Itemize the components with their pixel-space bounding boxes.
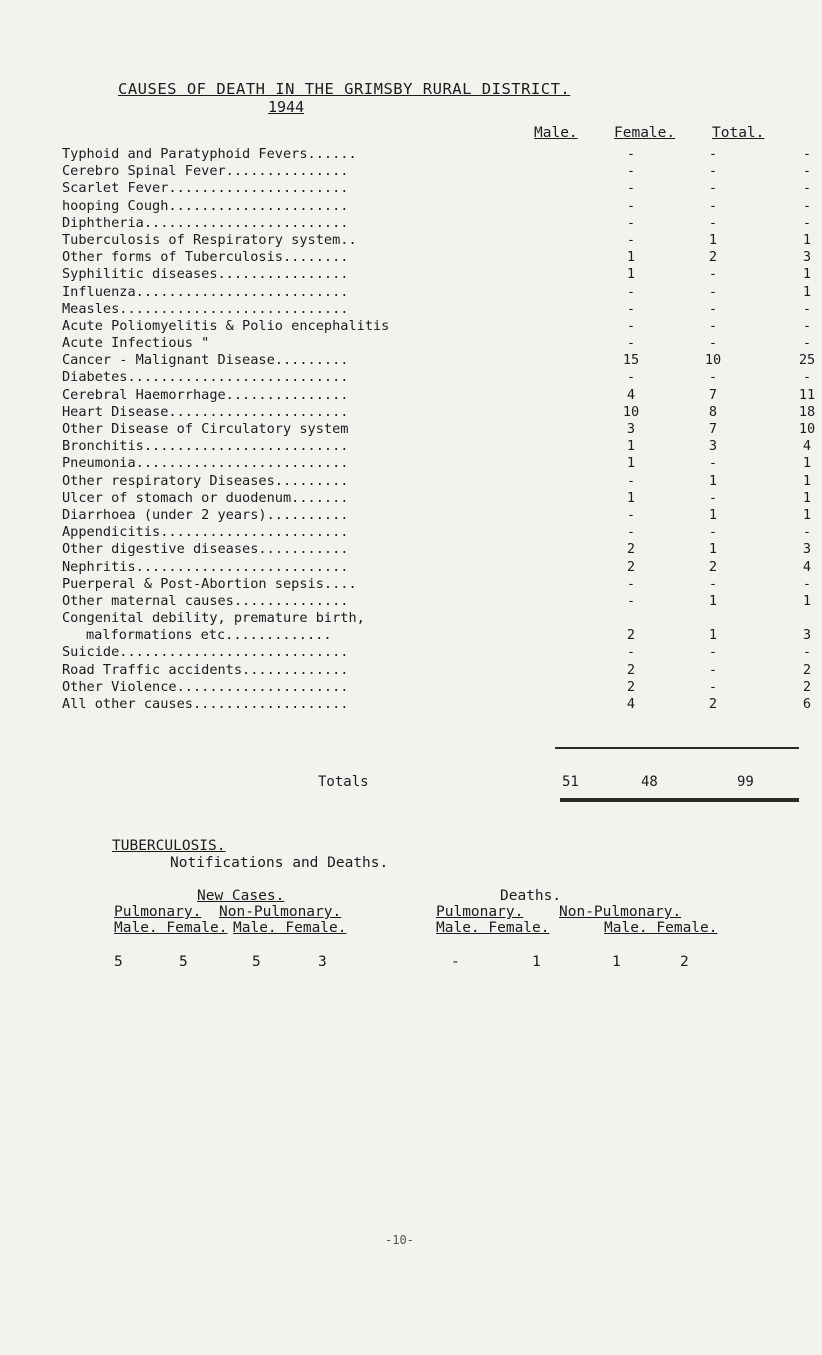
table-row [62, 421, 816, 438]
tb-value-d-pulm-male: - [451, 954, 460, 970]
cell-total: 1 [802, 455, 812, 472]
cell-total: 1 [802, 489, 812, 506]
table-row [62, 696, 812, 713]
row-label: Cerebral Haemorrhage............... [62, 386, 349, 403]
cell-female: 2 [708, 696, 718, 713]
cell-female: 1 [708, 231, 718, 248]
cell-female: 10 [704, 352, 722, 369]
cell-male: - [626, 369, 636, 386]
cell-total: 1 [802, 592, 812, 609]
cell-total: 3 [802, 627, 812, 644]
cell-male: - [626, 300, 636, 317]
table-row [62, 541, 812, 558]
cell-total: - [802, 369, 812, 386]
table-row [62, 369, 812, 386]
cell-male: 10 [622, 403, 640, 420]
cell-female: 1 [708, 472, 718, 489]
table-row [62, 352, 816, 369]
cell-total: - [802, 146, 812, 162]
cell-female: - [708, 214, 718, 231]
row-label: Diarrhoea (under 2 years).......... [62, 506, 349, 523]
tb-value-d-pulm-female: 1 [532, 954, 541, 970]
row-label: Cancer - Malignant Disease......... [62, 352, 349, 369]
tb-value-nc-pulm-female: 5 [179, 954, 188, 970]
cell-total: - [802, 335, 812, 352]
table-row [62, 403, 816, 421]
row-label: Appendicitis....................... [62, 524, 349, 541]
tb-d-pulmonary: Pulmonary. [436, 904, 524, 920]
table-row [62, 455, 812, 472]
cell-female: - [708, 575, 718, 592]
cell-total: 4 [802, 558, 812, 575]
cell-total: - [802, 180, 812, 197]
table-row [62, 489, 812, 507]
totals-double-rule [560, 798, 799, 802]
cell-total: 1 [802, 283, 812, 300]
cell-male: - [626, 472, 636, 489]
row-label: Acute Poliomyelitis & Polio encephalitis [62, 317, 390, 334]
table-row [62, 592, 812, 610]
row-label: Tuberculosis of Respiratory system.. [62, 231, 357, 248]
cell-total: 3 [802, 249, 812, 266]
cell-female: 8 [708, 403, 718, 420]
tb-value-nc-pulm-male: 5 [114, 954, 123, 970]
row-label: Heart Disease...................... [62, 403, 349, 420]
row-label: Pneumonia.......................... [62, 455, 349, 472]
cell-female: - [708, 455, 718, 472]
cell-total: - [802, 317, 812, 334]
cell-total: 2 [802, 661, 812, 678]
cell-male: - [626, 283, 636, 300]
table-row [62, 575, 812, 593]
table-row [62, 472, 812, 490]
tb-value-nc-nonpulm-female: 3 [318, 954, 327, 970]
column-header-total: Total. [712, 125, 765, 141]
cell-male: 2 [626, 541, 636, 558]
cell-total: 25 [798, 352, 816, 369]
cell-total: 11 [798, 386, 816, 403]
totals-label: Totals [318, 774, 369, 790]
row-label-continued: malformations etc............. [86, 627, 332, 644]
cell-male: - [626, 592, 636, 609]
tb-d-non-pulmonary: Non-Pulmonary. [559, 904, 682, 920]
cell-male: - [626, 506, 636, 523]
table-row [62, 438, 812, 455]
document-year: 1944 [268, 98, 305, 116]
row-label: Measles............................ [62, 300, 349, 317]
cell-total: - [802, 214, 812, 231]
table-row [62, 644, 812, 661]
cell-male: 2 [626, 661, 636, 678]
cell-total: - [802, 644, 812, 661]
tb-value-nc-nonpulm-male: 5 [252, 954, 261, 970]
totals-total: 99 [737, 774, 754, 790]
cell-female: 7 [708, 421, 718, 437]
column-header-female: Female. [614, 125, 676, 141]
cell-total: 1 [802, 472, 812, 489]
table-row [62, 180, 812, 197]
totals-male: 51 [562, 774, 579, 790]
tb-d-non-pulmonary-sex: Male. Female. [604, 920, 718, 936]
cell-total: - [802, 575, 812, 592]
row-label: Cerebro Spinal Fever............... [62, 163, 349, 180]
cell-female: - [708, 678, 718, 695]
table-row [62, 386, 816, 404]
row-label: Other Violence..................... [62, 678, 349, 695]
cell-female: - [708, 524, 718, 541]
cell-female: - [708, 644, 718, 661]
tb-nc-non-pulmonary: Non-Pulmonary. [219, 904, 342, 920]
cell-female: - [708, 163, 718, 180]
row-label: Puerperal & Post-Abortion sepsis.... [62, 575, 357, 592]
cell-total: 2 [802, 678, 812, 695]
cell-total: 18 [798, 403, 816, 420]
row-label: Scarlet Fever...................... [62, 180, 349, 197]
totals-female: 48 [641, 774, 658, 790]
cell-male: 15 [622, 352, 640, 369]
tb-new-cases: New Cases. [197, 888, 285, 904]
row-label: Road Traffic accidents............. [62, 661, 349, 678]
row-label: Nephritis.......................... [62, 558, 349, 575]
table-row [62, 266, 812, 283]
cell-female: 1 [708, 627, 718, 644]
cell-female: - [708, 300, 718, 317]
table-row [62, 163, 812, 180]
table-row [62, 214, 812, 232]
cell-male: 1 [626, 438, 636, 455]
row-label: Other digestive diseases........... [62, 541, 349, 558]
cell-female: 2 [708, 558, 718, 575]
row-label: Diphtheria......................... [62, 214, 349, 231]
tb-heading: TUBERCULOSIS. [112, 838, 226, 854]
cell-total: 1 [802, 266, 812, 283]
row-label: Ulcer of stomach or duodenum....... [62, 489, 349, 506]
cell-female: - [708, 197, 718, 214]
row-label: Suicide............................ [62, 644, 349, 661]
table-row [62, 506, 812, 524]
cell-male: 3 [626, 421, 636, 437]
cell-total: 4 [802, 438, 812, 455]
cell-male: 2 [626, 558, 636, 575]
table-row [62, 558, 812, 576]
cell-male: - [626, 180, 636, 197]
cell-female: - [708, 146, 718, 162]
cell-female: 2 [708, 249, 718, 266]
cell-female: - [708, 335, 718, 352]
cell-female: 1 [708, 541, 718, 558]
row-label: Bronchitis......................... [62, 438, 349, 455]
cell-male: - [626, 575, 636, 592]
tb-subheading: Notifications and Deaths. [170, 855, 389, 871]
cell-total: 3 [802, 541, 812, 558]
cell-total: - [802, 524, 812, 541]
cell-male: 2 [626, 678, 636, 695]
tb-nc-non-pulmonary-sex: Male. Female. [233, 920, 347, 936]
cell-female: - [708, 317, 718, 334]
row-label: Influenza.......................... [62, 283, 349, 300]
table-row [62, 661, 812, 679]
cell-male: 1 [626, 266, 636, 283]
row-label: Typhoid and Paratyphoid Fevers...... [62, 146, 357, 162]
cell-male: - [626, 214, 636, 231]
document-title: CAUSES OF DEATH IN THE GRIMSBY RURAL DISTRICT. [118, 80, 571, 98]
cell-female: 1 [708, 592, 718, 609]
cell-female: - [708, 283, 718, 300]
cell-total: 1 [802, 506, 812, 523]
cell-female: - [708, 661, 718, 678]
cell-male: 1 [626, 489, 636, 506]
table-row [62, 317, 812, 335]
page-number: -10- [385, 1233, 414, 1247]
cell-male: - [626, 146, 636, 162]
table-row [62, 610, 812, 644]
cell-female: 7 [708, 386, 718, 403]
cell-female: 3 [708, 438, 718, 455]
row-label: Acute Infectious " [62, 335, 210, 352]
tb-deaths: Deaths. [500, 888, 562, 904]
tb-nc-pulmonary-sex: Male. Female. [114, 920, 228, 936]
row-label: hooping Cough...................... [62, 197, 349, 214]
table-row [62, 231, 812, 249]
cell-total: - [802, 163, 812, 180]
row-label: Other forms of Tuberculosis........ [62, 249, 349, 266]
cell-total: 10 [798, 421, 816, 437]
causes-table [62, 146, 816, 713]
cell-male: 2 [626, 627, 636, 644]
cell-female: 1 [708, 506, 718, 523]
row-label: Syphilitic diseases................ [62, 266, 349, 283]
cell-total: - [802, 300, 812, 317]
table-row [62, 300, 812, 318]
table-row [62, 335, 812, 352]
cell-male: 4 [626, 696, 636, 713]
cell-male: - [626, 335, 636, 352]
tb-d-pulmonary-sex: Male. Female. [436, 920, 550, 936]
cell-total: 1 [802, 231, 812, 248]
table-row [62, 283, 812, 301]
row-label: Congenital debility, premature birth, [62, 610, 365, 627]
cell-male: - [626, 644, 636, 661]
tb-nc-pulmonary: Pulmonary. [114, 904, 202, 920]
row-label: All other causes................... [62, 696, 349, 713]
table-row [62, 197, 812, 215]
cell-male: - [626, 524, 636, 541]
tb-value-d-nonpulm-male: 1 [612, 954, 621, 970]
cell-male: 1 [626, 455, 636, 472]
cell-male: - [626, 197, 636, 214]
column-header-male: Male. [534, 125, 578, 141]
cell-male: - [626, 231, 636, 248]
row-label: Other Disease of Circulatory system [62, 421, 349, 437]
table-row [62, 146, 812, 163]
row-label: Diabetes........................... [62, 369, 349, 386]
cell-male: 1 [626, 249, 636, 266]
table-row [62, 524, 812, 541]
cell-male: - [626, 163, 636, 180]
cell-male: 4 [626, 386, 636, 403]
cell-female: - [708, 369, 718, 386]
cell-male: - [626, 317, 636, 334]
cell-female: - [708, 180, 718, 197]
row-label: Other maternal causes.............. [62, 592, 349, 609]
cell-female: - [708, 266, 718, 283]
table-row [62, 678, 812, 696]
row-label: Other respiratory Diseases......... [62, 472, 349, 489]
cell-female: - [708, 489, 718, 506]
totals-rule [555, 747, 799, 749]
table-row [62, 249, 812, 266]
cell-total: - [802, 197, 812, 214]
cell-total: 6 [802, 696, 812, 713]
tb-value-d-nonpulm-female: 2 [680, 954, 689, 970]
